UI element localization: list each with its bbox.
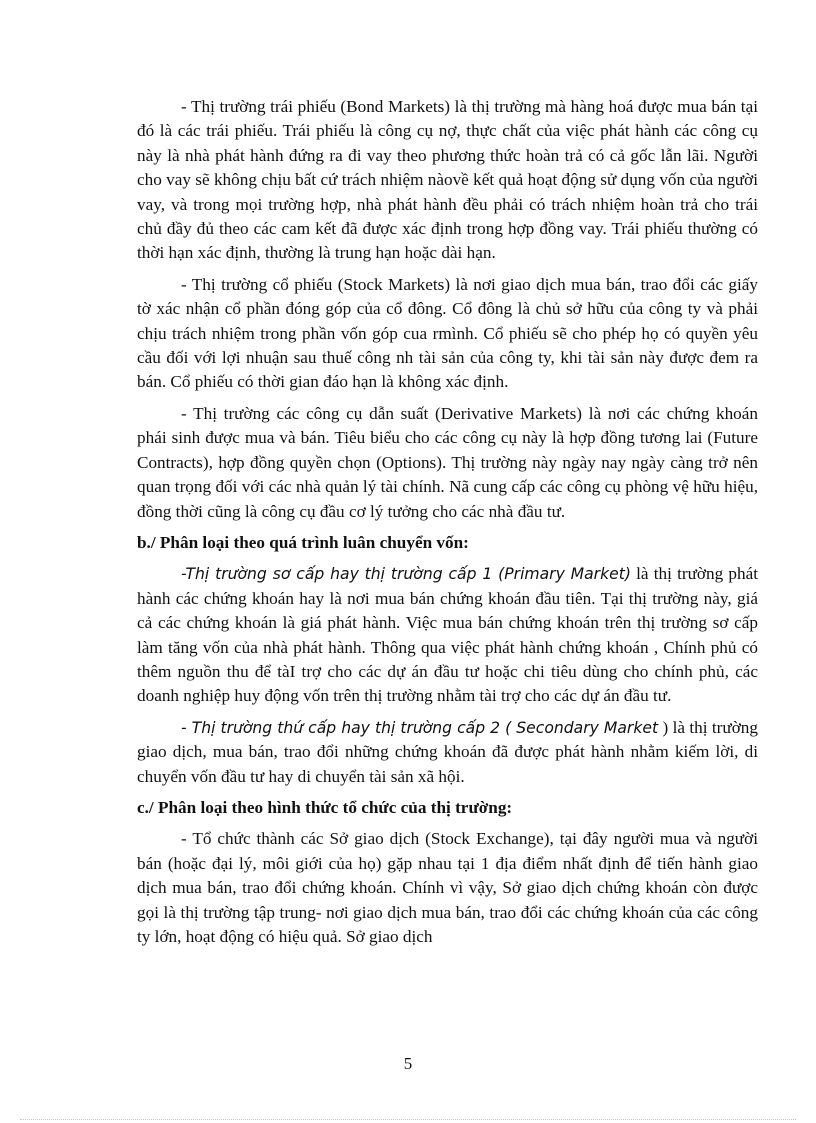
paragraph-derivative-markets: - Thị trường các công cụ dẫn suất (Derivative Markets) là nơi các chứng khoán phái sinh được mua và bán. Tiêu biểu cho các công cụ này là hợp đồng tương lai (Future Contracts), hợp đồng quyền chọn (Options). Thị trường này ngày nay ngày càng trở nên quan trọng đối với các nhà quản lý tài chính. Nã cung cấp các công cụ phòng vệ hữu hiệu, đồng thời cũng là công cụ đầu cơ lý tưởng cho các nhà đầu tư. bbox=[137, 403, 758, 521]
paragraph-bond-markets: - Thị trường trái phiếu (Bond Markets) là thị trường mà hàng hoá được mua bán tại đó là các trái phiếu. Trái phiếu là công cụ nợ, thực chất của việc phát hành các công cụ này là nhà phát hành đứng ra đi vay theo phương thức hoàn trả có cả gốc lẫn lãi. Người cho vay sẽ không chịu bất cứ trách nhiệm nàovề kết quả hoạt động sử dụng vốn của người vay, và trong mọi trường hợp, nhà phát hành đều phải có trách nhiệm hoàn trả cho trái chủ đầy đủ theo các cam kết đã được xác định trong hợp đồng vay. Trái phiếu thường có thời hạn xác định, thường là trung hạn hoặc dài hạn. bbox=[137, 97, 758, 263]
primary-market-text: là thị trường phát hành các chứng khoán hay là nơi mua bán chứng khoán đầu tiên. Tại thị trường này, giá cả các chứng khoán là giá phát hành. Việc mua bán chứng khoán trên thị trường sơ cấp làm tăng vốn của nhà phát hành. Thông qua việc phát hành chứng khoán , Chính phủ có thêm nguồn thu để tàI trợ cho các dự án đầu tư hoặc chi tiêu dùng cho chính phủ, các doanh nghiệp huy động vốn trên thị trường nhằm tài trợ cho các dự án đầu tư. bbox=[137, 564, 759, 706]
secondary-market-term: - Thị trường thứ cấp hay thị trường cấp 2 ( Secondary Market bbox=[181, 718, 659, 737]
paragraph-stock-exchange: - Tổ chức thành các Sở giao dịch (Stock Exchange), tại đây người mua và người bán (hoặc đại lý, môi giới của họ) gặp nhau tại 1 địa điểm nhất định để tiến hành giao dịch mua bán, trao đổi chứng khoán. Chính vì vậy, Sở giao dịch chứng khoán còn được gọi là thị trường tập trung- nơi giao dịch mua bán, trao đổi các chứng khoán của các công ty lớn, hoạt động có hiệu quả. Sở giao dịch bbox=[137, 829, 758, 946]
paragraph-stock-markets: - Thị trường cổ phiếu (Stock Markets) là nơi giao dịch mua bán, trao đổi các giấy tờ xác nhận cổ phần đóng góp của cổ đông. Cổ đông là chủ sở hữu của công ty và phải chịu trách nhiệm trong phần vốn góp cua rmình. Cổ phiếu sẽ cho phép họ có quyền yêu cầu đối với lợi nhuận sau thuế công nh tài sản của công ty, khi tài sản này được đem ra bán. Cổ phiếu có thời gian đáo hạn là không xác định. bbox=[137, 274, 758, 392]
primary-market-term: -Thị trường sơ cấp hay thị trường cấp 1 (Primary Market) bbox=[181, 565, 631, 584]
paragraph-primary-market bbox=[137, 562, 758, 708]
page-content bbox=[137, 95, 758, 956]
page-number: 5 bbox=[403, 1054, 413, 1073]
paragraph-secondary-market bbox=[137, 716, 758, 789]
heading-market-organization: c./ Phân loại theo hình thức tổ chức của thị trường: bbox=[137, 797, 513, 817]
secondary-market-text: ) là thị trường giao dịch, mua bán, trao đổi những chứng khoán đã được phát hành nhằm kiếm lời, di chuyển vốn đầu tư hay di chuyển tài sản xã hội. bbox=[137, 717, 758, 786]
page-bottom-divider bbox=[20, 1119, 796, 1120]
heading-capital-circulation: b./ Phân loại theo quá trình luân chuyển vốn: bbox=[137, 532, 469, 552]
